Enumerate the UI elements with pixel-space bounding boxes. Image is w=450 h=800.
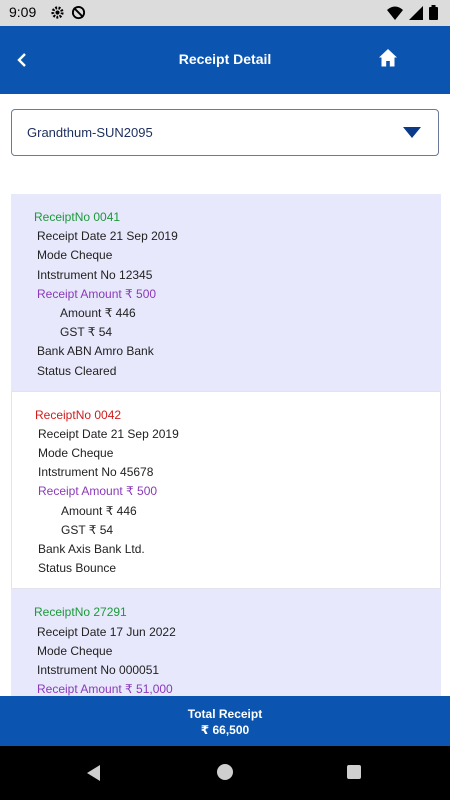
receipt-card[interactable] xyxy=(11,194,441,391)
receipt-card[interactable] xyxy=(11,391,441,590)
receipt-date: Receipt Date 17 Jun 2022 xyxy=(37,624,176,639)
no-sync-icon xyxy=(71,5,86,20)
nav-back-icon[interactable] xyxy=(86,765,102,781)
receipt-status: Status Cleared xyxy=(37,363,117,378)
receipt-mode: Mode Cheque xyxy=(38,446,114,461)
home-button[interactable] xyxy=(378,48,402,72)
receipt-number: ReceiptNo 27291 xyxy=(34,605,127,620)
receipt-date: Receipt Date 21 Sep 2019 xyxy=(37,229,178,244)
status-bar xyxy=(0,0,450,26)
status-time: 9:09 xyxy=(9,4,37,20)
receipt-instrument: Intstrument No 000051 xyxy=(37,662,160,677)
dropdown-value: Grandthum-SUN2095 xyxy=(27,125,153,140)
receipt-status: Status Bounce xyxy=(38,561,117,576)
receipt-list[interactable] xyxy=(11,194,441,697)
receipt-bank: Bank Axis Bank Ltd. xyxy=(38,542,145,556)
project-dropdown[interactable] xyxy=(11,109,439,156)
receipt-bank: Bank ABN Amro Bank xyxy=(37,344,154,359)
receipt-card[interactable] xyxy=(11,589,441,709)
app-bar xyxy=(0,26,450,94)
wifi-icon xyxy=(387,6,403,20)
total-receipt-footer xyxy=(0,696,450,746)
receipt-number: ReceiptNo 0041 xyxy=(34,210,121,224)
nav-recents-icon[interactable] xyxy=(347,765,361,779)
battery-icon xyxy=(429,5,438,20)
total-receipt-amount: ₹ 66,500 xyxy=(200,723,250,737)
page-title: Receipt Detail xyxy=(178,51,272,67)
receipt-mode: Mode Cheque xyxy=(37,248,113,263)
signal-icon xyxy=(409,6,423,20)
nav-home-icon[interactable] xyxy=(217,764,233,780)
receipt-gst: GST ₹ 54 xyxy=(60,325,113,340)
receipt-base-amount: Amount ₹ 446 xyxy=(60,305,136,320)
receipt-amount: Receipt Amount ₹ 51,000 xyxy=(37,682,173,697)
receipt-base-amount: Amount ₹ 446 xyxy=(61,503,137,518)
caret-down-icon xyxy=(403,127,421,138)
system-nav-bar xyxy=(0,746,450,800)
receipt-amount: Receipt Amount ₹ 500 xyxy=(38,484,158,499)
total-receipt-label: Total Receipt xyxy=(187,707,263,721)
receipt-instrument: Intstrument No 45678 xyxy=(38,465,154,480)
gear-icon xyxy=(50,5,65,20)
receipt-amount: Receipt Amount ₹ 500 xyxy=(37,286,157,301)
receipt-date: Receipt Date 21 Sep 2019 xyxy=(38,426,179,441)
home-icon xyxy=(378,48,398,68)
receipt-mode: Mode Cheque xyxy=(37,643,113,658)
receipt-gst: GST ₹ 54 xyxy=(61,522,114,537)
receipt-instrument: Intstrument No 12345 xyxy=(37,267,153,282)
receipt-number: ReceiptNo 0042 xyxy=(35,407,122,422)
